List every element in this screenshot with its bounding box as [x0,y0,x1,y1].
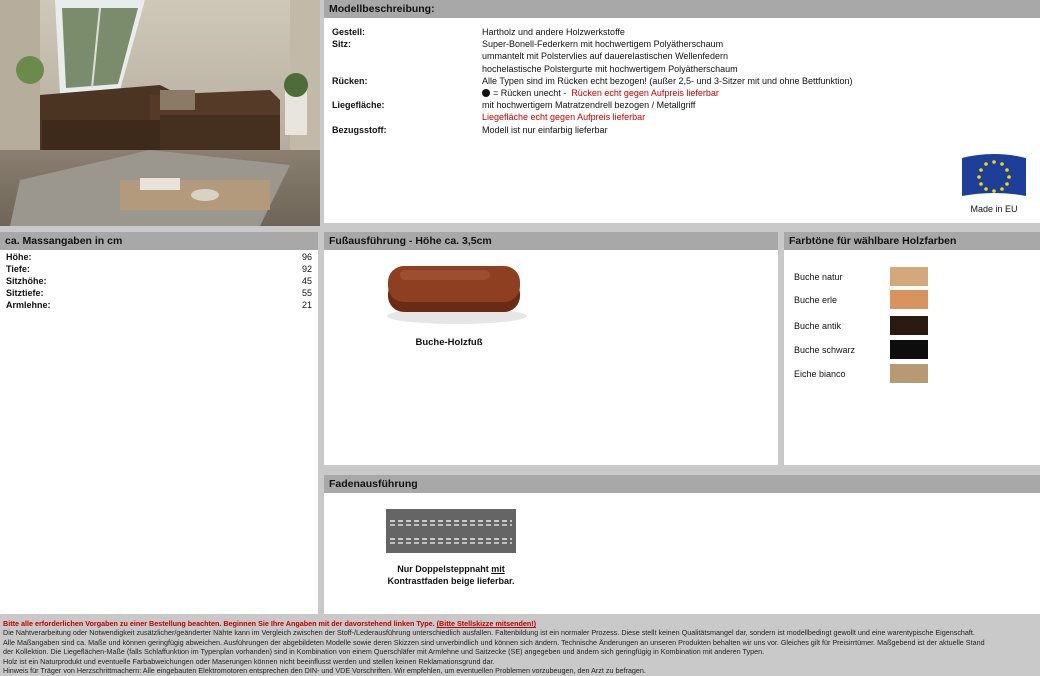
row-bezugsstoff: Bezugsstoff: Modell ist nur einfarbig lieferbar [332,124,608,135]
model-description-rows [324,18,1040,136]
sofa-photo [0,0,320,226]
eu-flag-icon [958,152,1030,200]
wood-colors-panel [781,229,1040,468]
thread-title: Fadenausführung [324,475,1040,493]
row-liegeflaeche: Liegefläche: mit hochwertigem Matratzendrell bezogen / Metallgriff [332,100,696,111]
swatch-buche-schwarz [890,340,928,359]
black-dot-icon [482,89,490,97]
wood-colors-title: Farbtöne für wählbare Holzfarben [784,232,1040,250]
footer-notes [0,617,1040,676]
row-ruecken: Rücken: Alle Typen sind im Rücken echt bezogen! (außer 2,5- und 3-Sitzer mit und ohne Bettfunktion) [332,75,853,86]
foot-title: Fußausführung - Höhe ca. 3,5cm [324,232,778,250]
foot-image [382,256,532,328]
eu-label: Made in EU [970,204,1018,214]
footer-line-2: Alle Maßangaben sind ca. Maße und können geringfügig abweichen. Ausführungen der abgebildeten Modelle sowie deren Skizzen sind unverbindlich und können sich ändern. Technische Änderungen an unseren Produkten behalten wir uns vor. Gleiches gilt für Preisirrtümer. Maßgebend ist der aktuelle Stand [3,637,985,647]
color-item-buche-schwarz: Buche schwarz [794,345,855,355]
swatch-buche-antik [890,316,928,335]
row-ruecken-note: = Rücken unecht - Rücken echt gegen Aufpreis lieferbar [332,87,1032,99]
color-item-eiche-bianco: Eiche bianco [794,369,846,379]
row-gestell: Gestell: Hartholz und andere Holzwerkstoffe [332,27,625,37]
row-sitz: Sitz: Super-Bonell-Federkern mit hochwertigem Polyätherschaum ummantelt mit Polstervlies auf dauerelastischen Wellenfedern hochelastische Polstergurte mit hochwertigem Polyätherschaum [332,39,738,74]
eu-badge [956,152,1032,214]
footer-line-1: Die Nahtverarbeitung oder Notwendigkeit zusätzlicher/geänderter Nähte kann im Vergleich zwischen der Stoff-/Lederausführung unterschiedlich ausfallen. Faltenbildung ist ein normaler Prozess. Diese stellt keinen Qualitätsmangel dar, sondern ist modellbedingt gewollt und eine warentypische Eigenschaft. [3,628,975,638]
thread-panel [321,472,1040,617]
color-item-buche-erle: Buche erle [794,295,837,305]
foot-caption: Buche-Holzfuß [415,337,483,348]
thread-caption: Nur Doppelsteppnaht mit Kontrastfaden beige lieferbar. [387,564,515,586]
wood-foot-image [382,256,532,326]
model-description-title: Modellbeschreibung: [324,0,1040,18]
product-photo [0,0,320,226]
row-liege-note: Liegefläche echt gegen Aufpreis lieferbar [482,112,646,123]
dim-row-armlehne: Armlehne: 21 [6,300,312,310]
model-description-panel [321,0,1040,226]
dimensions-panel [0,229,321,617]
dim-row-hoehe: Höhe: 96 [6,252,312,262]
dimensions-title: ca. Massangaben in cm [0,232,318,250]
swatch-buche-erle [890,290,928,309]
footer-red-line: Bitte alle erforderlichen Vorgaben zu einer Bestellung beachten. Beginnen Sie Ihre Angaben mit der davorstehend linken Type. (Bitte Stellskizze mitsenden!) [3,619,537,628]
dimensions-list [0,250,318,311]
color-item-buche-natur: Buche natur [794,272,843,282]
stitch-image [386,509,516,555]
stitch-sample-image [386,509,516,553]
color-item-buche-antik: Buche antik [794,321,841,331]
footer-line-5: Hinweis für Träger von Herzschrittmachern: Alle eingebauten Elektromotoren entsprechen den DIN- und VDE Vorschriften. Wir empfehlen, um eventuellen Problemen vorzubeugen, den Arzt zu befragen. [3,666,646,676]
footer-line-4: Holz ist ein Naturprodukt und eventuelle Farbabweichungen oder Maserungen können nicht beeinflusst werden und stellen keinen Reklamationsgrund dar. [3,656,495,666]
swatch-buche-natur [890,267,928,286]
swatch-eiche-bianco [890,364,928,383]
dim-row-sitzhoehe: Sitzhöhe: 45 [6,276,312,286]
dim-row-tiefe: Tiefe: 92 [6,264,312,274]
footer-line-3: der Kollektion. Die Liegeflächen-Maße (falls Schlaffunktion im Typenplan vorhanden) sind in Kombination von einem Querschläfer mit Armlehne und Saitzecke (SE) angegeben und ändern sich geringfügig in Kombination mit anderen Typen. [3,647,765,657]
foot-panel [321,229,781,468]
dim-row-sitztiefe: Sitztiefe: 55 [6,288,312,298]
